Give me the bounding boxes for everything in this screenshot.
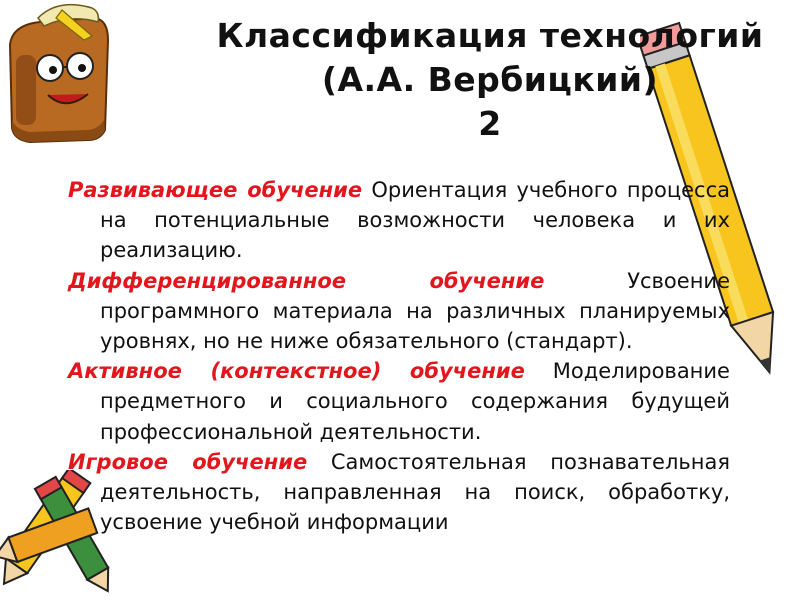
list-item xyxy=(68,447,730,538)
book-character-clipart xyxy=(0,0,120,150)
item-description: Ориентация учебного процесса на потенциальные возможности человека и их реализацию. xyxy=(100,178,730,263)
slide-title xyxy=(190,14,790,146)
item-term: Игровое обучение xyxy=(68,449,308,474)
list-item xyxy=(68,266,730,357)
classification-list xyxy=(68,175,730,537)
item-description: Моделирование предметного и социального содержания будущей профессиональной деятельности. xyxy=(100,359,730,444)
item-description: Самостоятельная познавательная деятельность, направленная на поиск, обработку, усвоение учебной информации xyxy=(100,449,730,535)
list-item xyxy=(68,175,730,266)
item-term: Активное (контекстное) обучение xyxy=(68,359,525,384)
item-description: Усвоение программного материала на различных планируемых уровнях, но не ниже обязательного (стандарт). xyxy=(100,268,730,354)
item-term: Развивающее обучение xyxy=(68,178,363,202)
item-term: Дифференцированное обучение xyxy=(68,268,545,293)
title-line-3: 2 xyxy=(478,104,502,143)
list-item xyxy=(68,356,730,447)
title-line-1: Классификация технологий xyxy=(216,16,764,55)
title-line-2: (А.А. Вербицкий) xyxy=(321,60,659,99)
